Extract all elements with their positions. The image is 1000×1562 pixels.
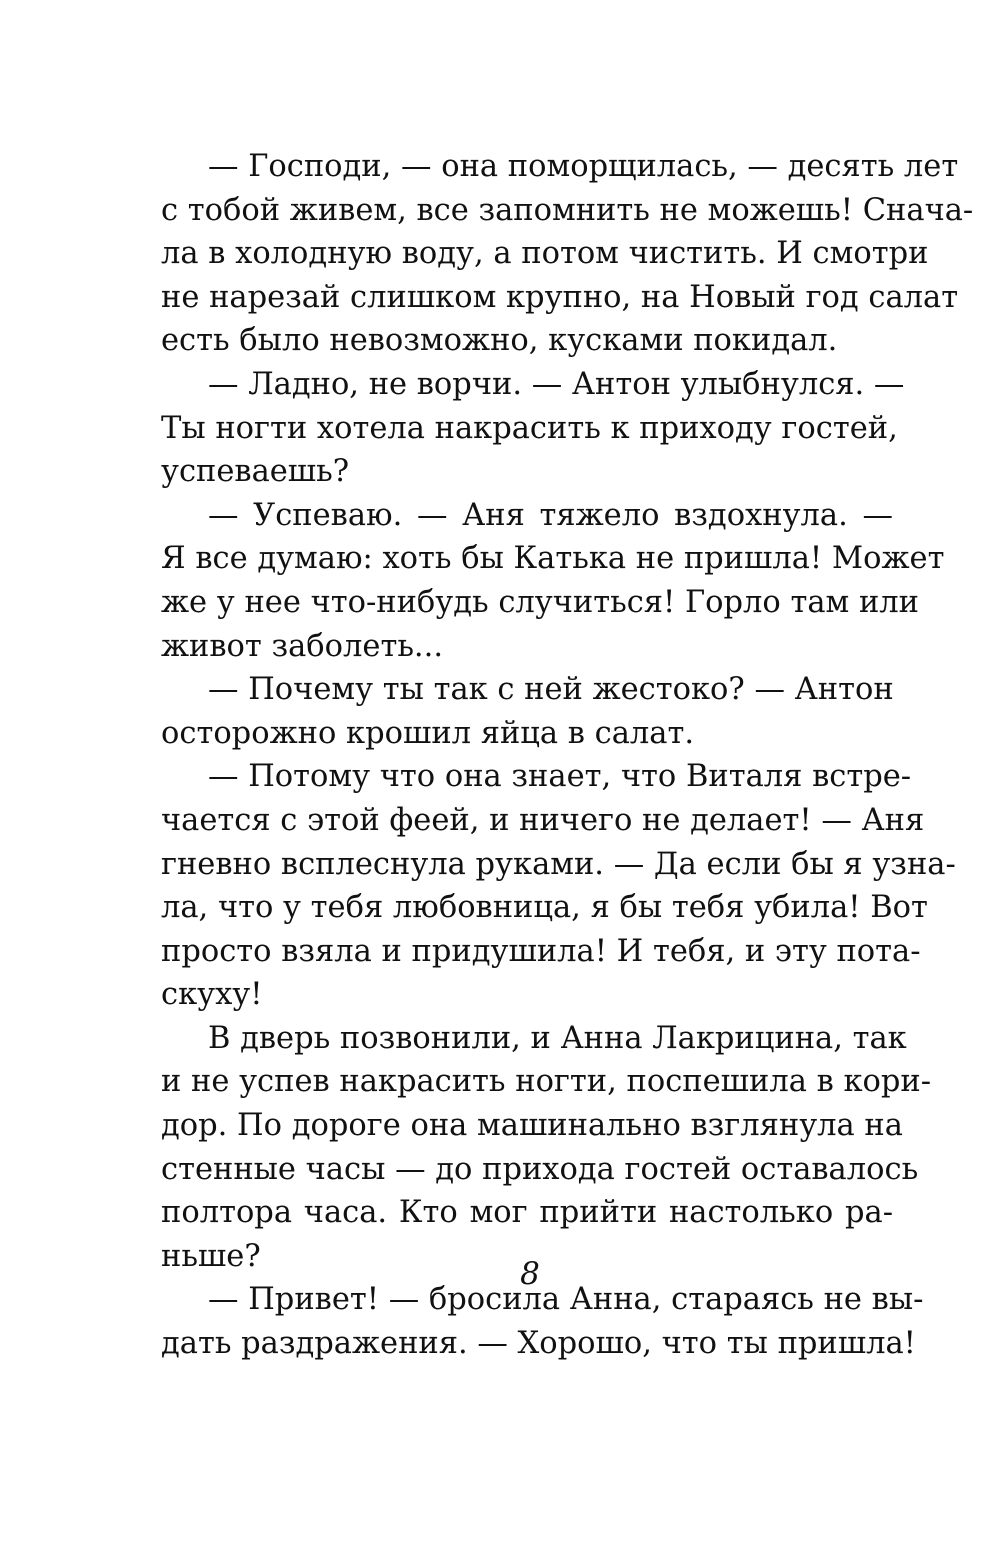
- text-line: не нарезай слишком крупно, на Новый год салат: [161, 279, 959, 315]
- text-line: — Потому что она знает, что Виталя встре-: [208, 759, 912, 795]
- text-line: и не успев накрасить ногти, поспешила в кори-: [161, 1064, 932, 1100]
- text-line: стенные часы — до прихода гостей оставалось: [161, 1151, 919, 1187]
- text-line: с тобой живем, все запомнить не можешь! Снача-: [161, 192, 974, 228]
- text-line: есть было невозможно, кусками покидал.: [161, 323, 838, 359]
- text-line: — Привет! — бросила Анна, стараясь не вы-: [208, 1282, 924, 1318]
- text-line: скуху!: [161, 977, 263, 1013]
- text-line: — Успеваю. — Аня тяжело вздохнула. —: [208, 497, 893, 533]
- text-line: успеваешь?: [161, 454, 350, 490]
- book-page-text: [161, 145, 974, 1366]
- text-line: — Господи, — она поморщилась, — десять лет: [208, 149, 959, 184]
- text-line: дор. По дороге она машинально взглянула на: [161, 1108, 903, 1144]
- text-line: просто взяла и придушила! И тебя, и эту пота-: [161, 933, 921, 969]
- text-line: же у нее что-нибудь случиться! Горло там или: [161, 584, 919, 620]
- text-line: Ты ногти хотела накрасить к приходу гостей,: [161, 410, 898, 446]
- text-line: осторожно крошил яйца в салат.: [161, 715, 695, 751]
- page-number: 8: [520, 1256, 540, 1292]
- text-line: — Ладно, не ворчи. — Антон улыбнулся. —: [208, 366, 905, 402]
- text-line: ла, что у тебя любовница, я бы тебя убила! Вот: [161, 890, 928, 926]
- text-line: ла в холодную воду, а потом чистить. И смотри: [161, 236, 929, 272]
- text-line: — Почему ты так с ней жестоко? — Антон: [208, 672, 894, 708]
- text-line: Я все думаю: хоть бы Катька не пришла! Может: [161, 541, 945, 577]
- text-line: чается с этой феей, и ничего не делает! — Аня: [161, 802, 925, 838]
- text-line: дать раздражения. — Хорошо, что ты пришла!: [161, 1326, 916, 1362]
- text-line: гневно всплеснула руками. — Да если бы я узна-: [161, 846, 956, 882]
- text-line: полтора часа. Кто мог прийти настолько ра-: [161, 1195, 893, 1231]
- text-line: В дверь позвонили, и Анна Лакрицина, так: [208, 1020, 907, 1056]
- text-line: живот заболеть...: [161, 628, 444, 664]
- text-line: ньше?: [161, 1238, 261, 1274]
